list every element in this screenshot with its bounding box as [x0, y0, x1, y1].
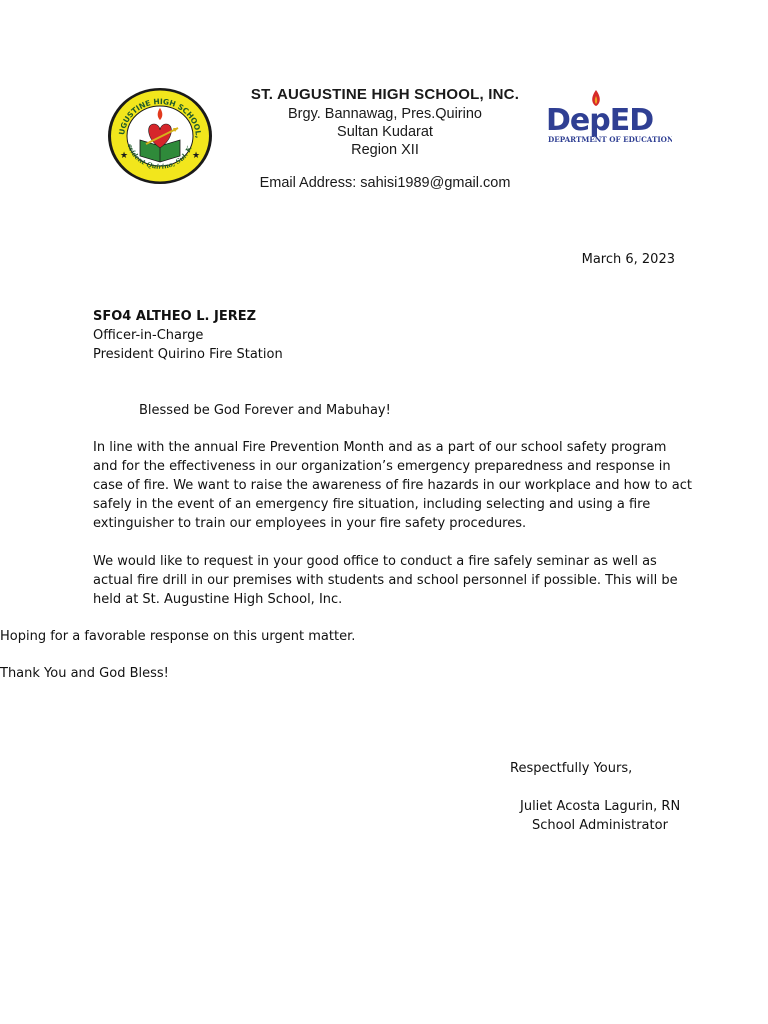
svg-text:DEPARTMENT OF EDUCATION: DEPARTMENT OF EDUCATION [548, 135, 672, 144]
svg-text:★: ★ [192, 151, 201, 161]
email-address: Email Address: sahisi1989@gmail.com [259, 175, 511, 191]
paragraph-line: safely in the event of an emergency fire situation, including selecting and using a fire [93, 497, 651, 512]
body-paragraph-1 [93, 438, 692, 533]
address-line-province: Sultan Kudarat [337, 124, 433, 140]
body-paragraph-3: Hoping for a favorable response on this urgent matter. [0, 629, 356, 644]
svg-text:★: ★ [120, 151, 129, 161]
svg-text:President Quirino, Sul. Kud.: esident Quirino, Sul. K [125, 142, 194, 171]
letter-greeting: Blessed be God Forever and Mabuhay! [139, 403, 391, 418]
paragraph-line: In line with the annual Fire Prevention Month and as a part of our school safety program [93, 440, 667, 455]
paragraph-line: We would like to request in your good office to conduct a fire safely seminar as well as [93, 554, 657, 569]
address-line-barangay: Brgy. Bannawag, Pres.Quirino [288, 106, 482, 122]
paragraph-line: case of fire. We want to raise the awareness of fire hazards in our workplace and how to act [93, 478, 692, 493]
letter-date: March 6, 2023 [581, 252, 675, 267]
recipient-position: Officer-in-Charge [93, 328, 204, 343]
paragraph-line: extinguisher to train our employees in your fire safety procedures. [93, 516, 527, 531]
recipient-office: President Quirino Fire Station [93, 347, 283, 362]
school-seal-logo [106, 86, 214, 186]
paragraph-line: held at St. Augustine High School, Inc. [93, 592, 343, 607]
signer-title: School Administrator [532, 818, 668, 833]
paragraph-line: and for the effectiveness in our organization’s emergency preparedness and response in [93, 459, 671, 474]
body-paragraph-2 [93, 552, 683, 609]
school-name-heading: ST. AUGUSTINE HIGH SCHOOL, INC. [250, 86, 520, 103]
paragraph-line: actual fire drill in our premises with students and school personnel if possible. This will be [93, 573, 678, 588]
signer-name: Juliet Acosta Lagurin, RN [520, 799, 681, 814]
svg-text:DepED: DepED [546, 103, 654, 138]
deped-logo [544, 86, 672, 146]
address-line-region: Region XII [351, 142, 419, 158]
letter-closing: Respectfully Yours, [510, 761, 633, 776]
recipient-name: SFO4 ALTHEO L. JEREZ [93, 309, 257, 324]
recipient-block [93, 307, 493, 364]
svg-text:ST. AUGUSTINE HIGH SCHOOL, INC: UGUSTINE HIGH SCHOOL, [117, 96, 204, 139]
body-paragraph-4: Thank You and God Bless! [0, 666, 169, 681]
